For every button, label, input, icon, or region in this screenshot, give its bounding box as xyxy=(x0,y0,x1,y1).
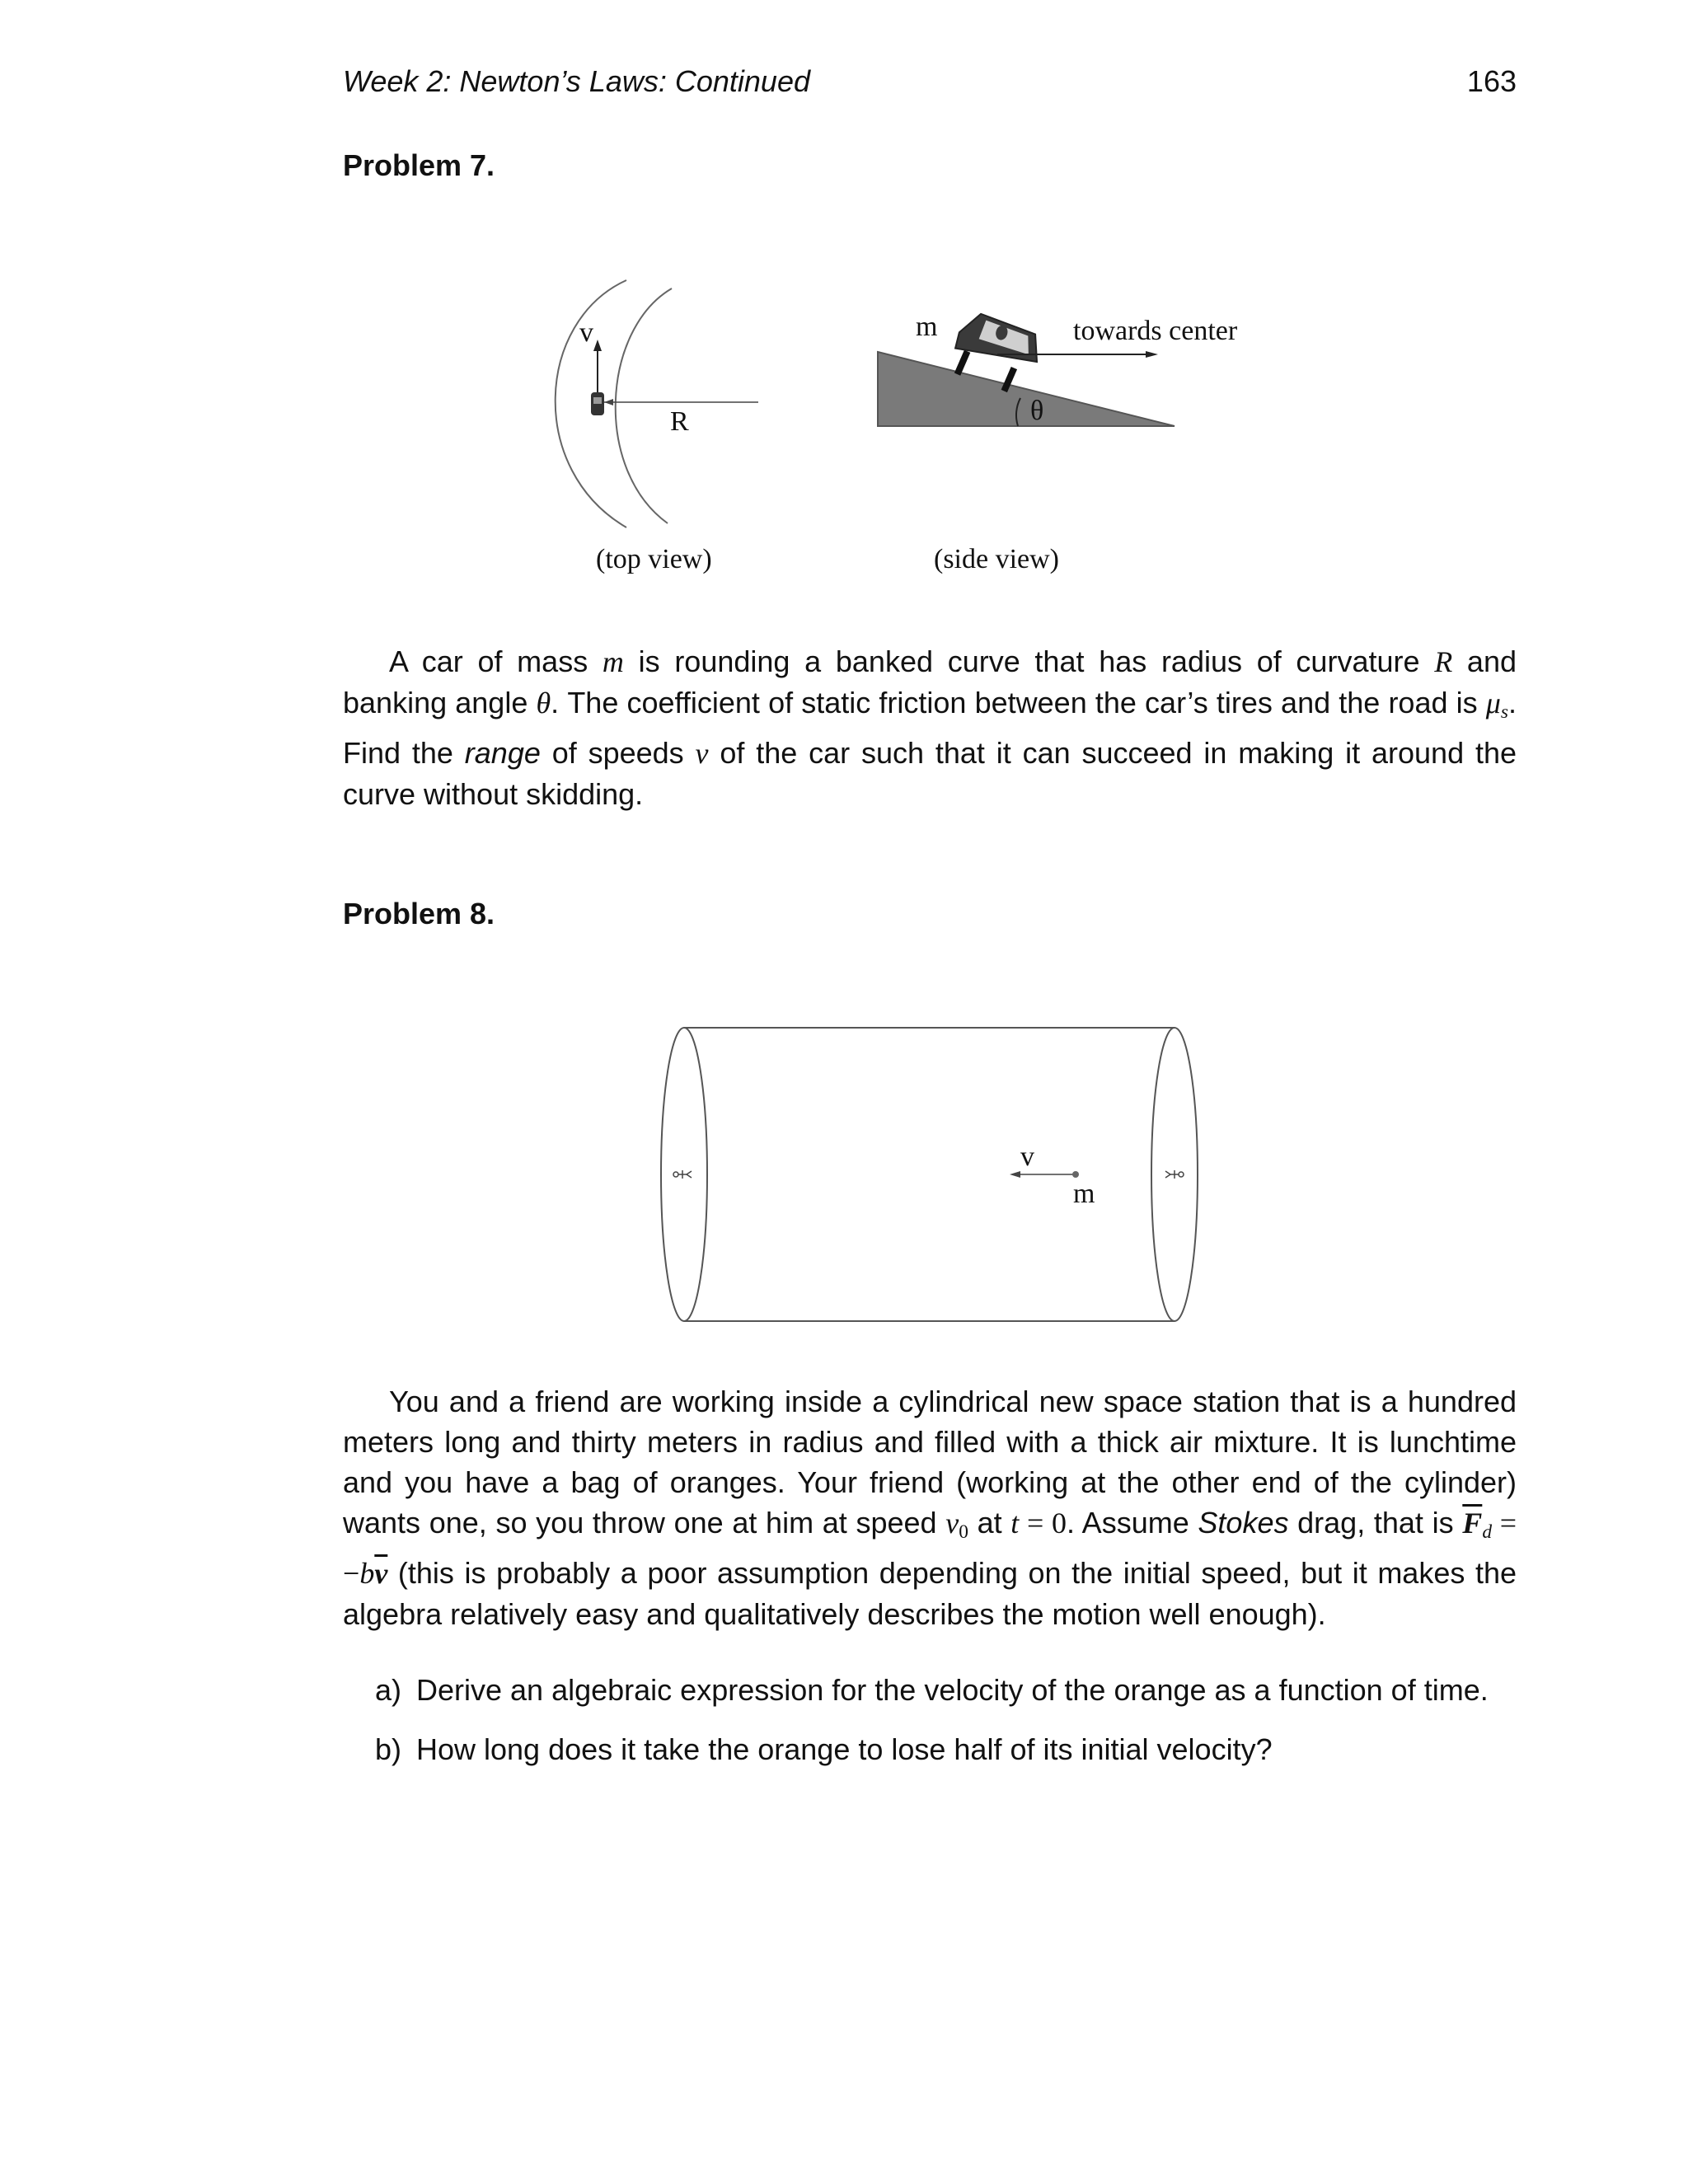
side-view-caption: (side view) xyxy=(934,544,1060,574)
space-station-figure xyxy=(659,1022,1203,1335)
velocity-arrowhead xyxy=(593,340,602,351)
problem-8-items xyxy=(375,1673,1517,1792)
page-number: 163 xyxy=(1466,64,1517,98)
orange-m-label: m xyxy=(1073,1179,1095,1209)
list-item: b) How long does it take the orange to lose half of its initial velocity? xyxy=(375,1732,1273,1766)
orange-velocity-arrowhead xyxy=(1010,1171,1020,1178)
problem-8-heading: Problem 8. xyxy=(343,897,495,930)
banked-road-ramp xyxy=(878,352,1175,426)
running-header-title: Week 2: Newton’s Laws: Continued xyxy=(343,64,810,98)
top-view-caption: (top view) xyxy=(596,544,712,574)
towards-center-arrowhead xyxy=(1146,351,1158,358)
list-item: a) Derive an algebraic expression for the velocity of the orange as a function of time. xyxy=(375,1673,1489,1707)
top-view-v-label: v xyxy=(579,317,593,348)
orange-v-label: v xyxy=(1020,1141,1034,1172)
top-view-R-label: R xyxy=(670,406,689,437)
problem-7-heading: Problem 7. xyxy=(343,148,495,182)
radius-arrowhead xyxy=(604,399,613,405)
orange-mass xyxy=(1072,1171,1079,1178)
problem-7-text: A car of mass m is rounding a banked curve that has radius of curvature R and banking angle θ. The coefficient of static friction between the car’s tires and the road is $\mu_s$. Find the range of speeds v of the car such that it can succeed in making it around the curve without skidding. xyxy=(343,644,1517,811)
problem-8-text: You and a friend are working inside a cylindrical new space station that is a hundred meters long and thirty meters in radius and filled with a thick air mixture. It is lunchtime and you have a bag of oranges. Your friend (working at the other end of the cylinder) wants one, so you throw one at him at speed $v_0$ at t = 0. Assume Stokes drag, that is $\overline{F}_d = -b\overline{v}$ (this is probably a poor assumption depending on the initial speed, but it makes the algebra relatively easy and qualitatively describes the motion well enough). xyxy=(343,1385,1517,1631)
inner-road-edge xyxy=(616,288,672,523)
top-view-figure xyxy=(560,272,775,536)
theta-label: θ xyxy=(1030,396,1044,426)
towards-center-label: towards center xyxy=(1073,316,1238,346)
side-view-m-label: m xyxy=(916,312,938,342)
